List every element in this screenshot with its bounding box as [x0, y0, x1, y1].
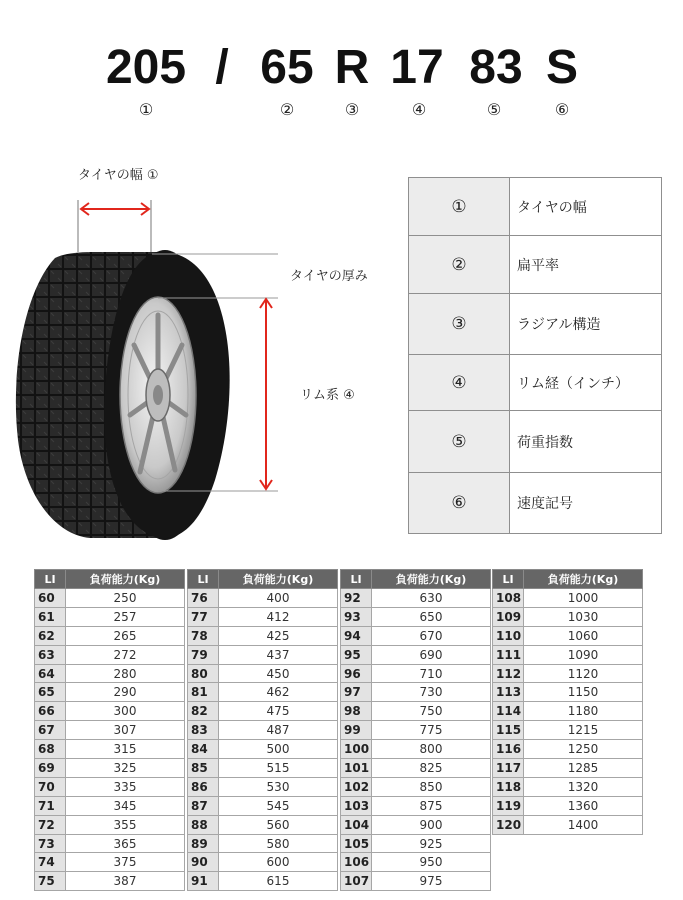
load-index-cell: 100 [341, 740, 372, 759]
load-capacity-cell: 325 [66, 759, 185, 778]
size-rim-diameter: 17 [390, 41, 444, 94]
table-row [35, 626, 185, 645]
load-index-cell: 95 [341, 645, 372, 664]
load-capacity-cell: 1360 [524, 796, 643, 815]
load-capacity-cell: 690 [372, 645, 491, 664]
legend-table [408, 177, 662, 534]
load-index-cell: 89 [188, 834, 219, 853]
marker-2: ② [279, 100, 295, 119]
load-index-header-row [493, 570, 643, 589]
table-row [493, 683, 643, 702]
table-row [188, 834, 338, 853]
legend-number: ③ [409, 294, 510, 355]
load-index-cell: 83 [188, 721, 219, 740]
table-row [35, 815, 185, 834]
load-index-cell: 107 [341, 872, 372, 891]
legend-row [409, 355, 662, 411]
legend-label: 荷重指数 [510, 411, 662, 473]
table-row [188, 759, 338, 778]
table-row [35, 777, 185, 796]
load-capacity-cell: 250 [66, 589, 185, 608]
table-row [35, 853, 185, 872]
legend-label: ラジアル構造 [510, 294, 662, 355]
load-index-cell: 90 [188, 853, 219, 872]
marker-1: ① [138, 100, 154, 119]
table-row [341, 872, 491, 891]
header-load-capacity: 負荷能力(Kg) [524, 570, 643, 589]
table-row [493, 607, 643, 626]
tire-diagram [0, 150, 400, 550]
load-index-cell: 87 [188, 796, 219, 815]
load-capacity-cell: 1400 [524, 815, 643, 834]
width-label: タイヤの幅 ① [78, 168, 159, 183]
legend-row [409, 473, 662, 534]
rim-label: リム系 ④ [300, 388, 355, 403]
table-row [188, 796, 338, 815]
load-index-cell: 81 [188, 683, 219, 702]
load-capacity-cell: 487 [219, 721, 338, 740]
header-li: LI [341, 570, 372, 589]
load-capacity-cell: 630 [372, 589, 491, 608]
load-capacity-cell: 300 [66, 702, 185, 721]
load-capacity-cell: 437 [219, 645, 338, 664]
header-li: LI [188, 570, 219, 589]
load-index-cell: 84 [188, 740, 219, 759]
load-index-cell: 71 [35, 796, 66, 815]
load-index-cell: 82 [188, 702, 219, 721]
load-capacity-cell: 800 [372, 740, 491, 759]
table-row [341, 702, 491, 721]
header-li: LI [493, 570, 524, 589]
load-capacity-cell: 850 [372, 777, 491, 796]
load-index-cell: 101 [341, 759, 372, 778]
load-index-cell: 72 [35, 815, 66, 834]
legend-number: ④ [409, 355, 510, 411]
marker-6: ⑥ [554, 100, 570, 119]
table-row [341, 834, 491, 853]
load-capacity-cell: 530 [219, 777, 338, 796]
size-aspect-ratio: 65 [260, 41, 314, 94]
marker-5: ⑤ [486, 100, 502, 119]
load-capacity-cell: 730 [372, 683, 491, 702]
load-index-cell: 76 [188, 589, 219, 608]
table-row [188, 777, 338, 796]
table-row [493, 589, 643, 608]
load-index-cell: 74 [35, 853, 66, 872]
table-row [35, 607, 185, 626]
table-row [188, 740, 338, 759]
load-index-cell: 94 [341, 626, 372, 645]
load-index-cell: 117 [493, 759, 524, 778]
table-row [341, 607, 491, 626]
table-row [188, 853, 338, 872]
load-index-cell: 65 [35, 683, 66, 702]
size-code-markers [0, 100, 683, 122]
table-row [493, 721, 643, 740]
marker-3: ③ [344, 100, 360, 119]
load-index-cell: 75 [35, 872, 66, 891]
load-index-cell: 102 [341, 777, 372, 796]
load-index-cell: 64 [35, 664, 66, 683]
load-capacity-cell: 1090 [524, 645, 643, 664]
load-index-cell: 91 [188, 872, 219, 891]
load-capacity-cell: 400 [219, 589, 338, 608]
load-capacity-cell: 412 [219, 607, 338, 626]
load-capacity-cell: 355 [66, 815, 185, 834]
table-row [35, 796, 185, 815]
load-capacity-cell: 1000 [524, 589, 643, 608]
table-row [35, 645, 185, 664]
load-capacity-cell: 580 [219, 834, 338, 853]
load-index-table-3 [340, 569, 491, 891]
table-row [341, 626, 491, 645]
table-row [493, 645, 643, 664]
load-index-cell: 97 [341, 683, 372, 702]
table-row [35, 834, 185, 853]
table-row [35, 740, 185, 759]
load-index-cell: 93 [341, 607, 372, 626]
legend-label: 扁平率 [510, 236, 662, 294]
header-li: LI [35, 570, 66, 589]
load-index-cell: 61 [35, 607, 66, 626]
table-row [493, 702, 643, 721]
load-capacity-cell: 1150 [524, 683, 643, 702]
table-row [341, 815, 491, 834]
legend-label: 速度記号 [510, 473, 662, 534]
table-row [341, 645, 491, 664]
load-index-cell: 116 [493, 740, 524, 759]
load-index-table-4 [492, 569, 643, 835]
table-row [341, 777, 491, 796]
size-slash: / [215, 41, 229, 94]
table-row [35, 702, 185, 721]
load-capacity-cell: 1120 [524, 664, 643, 683]
table-row [341, 683, 491, 702]
load-capacity-cell: 670 [372, 626, 491, 645]
load-index-header-row [341, 570, 491, 589]
table-row [188, 664, 338, 683]
load-index-cell: 99 [341, 721, 372, 740]
table-row [35, 683, 185, 702]
load-capacity-cell: 315 [66, 740, 185, 759]
load-index-cell: 109 [493, 607, 524, 626]
load-capacity-cell: 272 [66, 645, 185, 664]
load-index-cell: 69 [35, 759, 66, 778]
load-capacity-cell: 307 [66, 721, 185, 740]
load-capacity-cell: 387 [66, 872, 185, 891]
table-row [341, 721, 491, 740]
legend-label: タイヤの幅 [510, 178, 662, 236]
load-index-cell: 68 [35, 740, 66, 759]
load-capacity-cell: 462 [219, 683, 338, 702]
table-row [493, 815, 643, 834]
load-index-cell: 118 [493, 777, 524, 796]
table-row [188, 645, 338, 664]
load-capacity-cell: 900 [372, 815, 491, 834]
load-capacity-cell: 775 [372, 721, 491, 740]
rim-diameter-arrow [260, 299, 272, 489]
table-row [188, 872, 338, 891]
load-index-cell: 85 [188, 759, 219, 778]
load-capacity-cell: 1250 [524, 740, 643, 759]
load-index-cell: 78 [188, 626, 219, 645]
load-capacity-cell: 925 [372, 834, 491, 853]
table-row [493, 740, 643, 759]
table-row [493, 664, 643, 683]
load-index-cell: 120 [493, 815, 524, 834]
load-capacity-cell: 600 [219, 853, 338, 872]
load-capacity-cell: 425 [219, 626, 338, 645]
width-arrow [81, 203, 149, 215]
load-capacity-cell: 345 [66, 796, 185, 815]
load-index-cell: 106 [341, 853, 372, 872]
legend-number: ⑥ [409, 473, 510, 534]
table-row [188, 607, 338, 626]
load-capacity-cell: 1030 [524, 607, 643, 626]
marker-4: ④ [411, 100, 427, 119]
load-index-cell: 108 [493, 589, 524, 608]
table-row [341, 589, 491, 608]
table-row [188, 589, 338, 608]
load-index-cell: 114 [493, 702, 524, 721]
load-index-header-row [188, 570, 338, 589]
table-row [341, 796, 491, 815]
legend-row [409, 294, 662, 355]
legend-label: リム経（インチ） [510, 355, 662, 411]
table-row [188, 815, 338, 834]
load-index-cell: 63 [35, 645, 66, 664]
size-load-index: 83 [469, 41, 523, 94]
load-capacity-cell: 1285 [524, 759, 643, 778]
table-row [493, 759, 643, 778]
load-index-cell: 70 [35, 777, 66, 796]
header-load-capacity: 負荷能力(Kg) [66, 570, 185, 589]
load-capacity-cell: 615 [219, 872, 338, 891]
load-index-cell: 96 [341, 664, 372, 683]
load-capacity-cell: 335 [66, 777, 185, 796]
table-row [493, 796, 643, 815]
load-capacity-cell: 475 [219, 702, 338, 721]
table-row [341, 759, 491, 778]
table-row [341, 664, 491, 683]
load-index-cell: 103 [341, 796, 372, 815]
table-row [493, 777, 643, 796]
load-index-cell: 67 [35, 721, 66, 740]
load-capacity-cell: 265 [66, 626, 185, 645]
legend-number: ② [409, 236, 510, 294]
table-row [35, 664, 185, 683]
size-construction: R [334, 41, 370, 94]
legend-row [409, 178, 662, 236]
load-index-cell: 115 [493, 721, 524, 740]
table-row [188, 721, 338, 740]
load-index-cell: 104 [341, 815, 372, 834]
load-capacity-cell: 545 [219, 796, 338, 815]
load-index-cell: 80 [188, 664, 219, 683]
load-capacity-cell: 875 [372, 796, 491, 815]
table-row [341, 853, 491, 872]
load-capacity-cell: 280 [66, 664, 185, 683]
table-row [493, 626, 643, 645]
load-capacity-cell: 950 [372, 853, 491, 872]
load-index-table-2 [187, 569, 338, 891]
legend-row [409, 411, 662, 473]
table-row [35, 759, 185, 778]
load-index-cell: 113 [493, 683, 524, 702]
load-index-cell: 77 [188, 607, 219, 626]
load-index-cell: 111 [493, 645, 524, 664]
load-capacity-cell: 500 [219, 740, 338, 759]
load-capacity-cell: 750 [372, 702, 491, 721]
load-capacity-cell: 515 [219, 759, 338, 778]
load-index-cell: 110 [493, 626, 524, 645]
load-capacity-cell: 1215 [524, 721, 643, 740]
load-capacity-cell: 450 [219, 664, 338, 683]
tire-illustration [0, 150, 400, 550]
legend-row [409, 236, 662, 294]
load-index-cell: 105 [341, 834, 372, 853]
load-index-cell: 112 [493, 664, 524, 683]
load-capacity-cell: 290 [66, 683, 185, 702]
load-capacity-cell: 1060 [524, 626, 643, 645]
table-row [341, 740, 491, 759]
load-index-cell: 66 [35, 702, 66, 721]
load-index-cell: 73 [35, 834, 66, 853]
load-index-cell: 79 [188, 645, 219, 664]
load-index-cell: 92 [341, 589, 372, 608]
size-speed-symbol: S [545, 41, 579, 94]
size-width: 205 [105, 41, 187, 94]
thickness-label: タイヤの厚み [290, 269, 368, 284]
load-index-cell: 86 [188, 777, 219, 796]
load-capacity-cell: 825 [372, 759, 491, 778]
load-capacity-cell: 375 [66, 853, 185, 872]
load-capacity-cell: 1320 [524, 777, 643, 796]
table-row [188, 683, 338, 702]
table-row [35, 589, 185, 608]
legend-number: ① [409, 178, 510, 236]
load-index-table-1 [34, 569, 185, 891]
load-index-cell: 88 [188, 815, 219, 834]
load-index-cell: 62 [35, 626, 66, 645]
load-capacity-cell: 365 [66, 834, 185, 853]
load-capacity-cell: 650 [372, 607, 491, 626]
load-capacity-cell: 710 [372, 664, 491, 683]
load-capacity-cell: 975 [372, 872, 491, 891]
load-index-cell: 98 [341, 702, 372, 721]
table-row [35, 721, 185, 740]
legend-number: ⑤ [409, 411, 510, 473]
table-row [188, 702, 338, 721]
tire-size-code [0, 38, 683, 98]
table-row [188, 626, 338, 645]
table-row [35, 872, 185, 891]
load-index-cell: 60 [35, 589, 66, 608]
load-capacity-cell: 257 [66, 607, 185, 626]
load-index-header-row [35, 570, 185, 589]
header-load-capacity: 負荷能力(Kg) [372, 570, 491, 589]
load-capacity-cell: 560 [219, 815, 338, 834]
load-index-cell: 119 [493, 796, 524, 815]
load-capacity-cell: 1180 [524, 702, 643, 721]
header-load-capacity: 負荷能力(Kg) [219, 570, 338, 589]
